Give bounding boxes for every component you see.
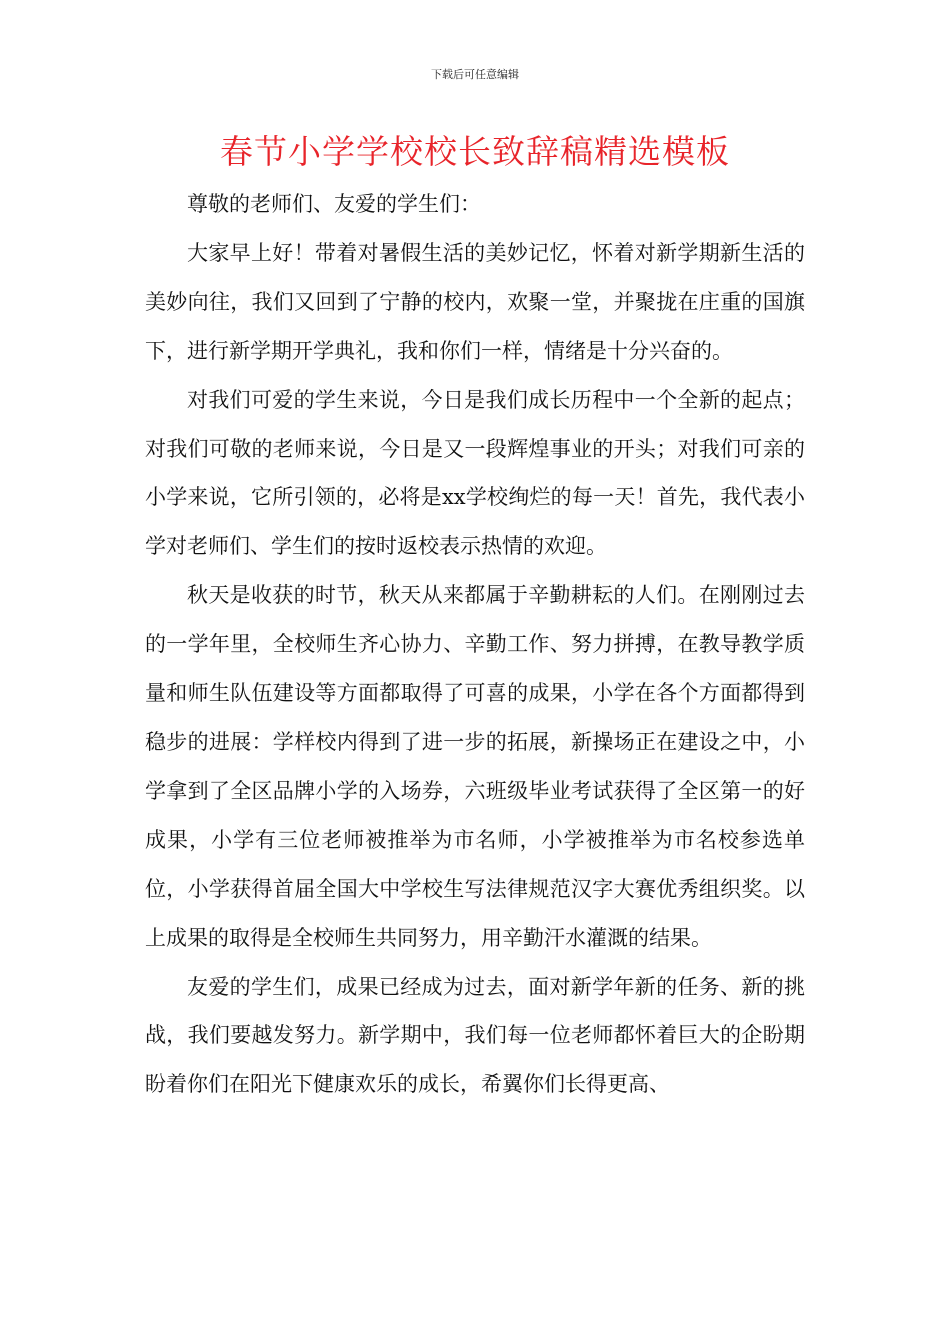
document-body [145, 180, 805, 1109]
salutation-paragraph: 尊敬的老师们、友爱的学生们： [187, 192, 481, 216]
body-paragraph: 友爱的学生们，成果已经成为过去，面对新学年新的任务、新的挑战，我们要越发努力。新学期中，我们每一位老师都怀着巨大的企盼期盼着你们在阳光下健康欢乐的成长，希翼你们长得更高、 [145, 974, 805, 1097]
body-paragraph: 大家早上好！带着对暑假生活的美妙记忆，怀着对新学期新生活的美妙向往，我们又回到了宁静的校内，欢聚一堂，并聚拢在庄重的国旗下，进行新学期开学典礼，我和你们一样，情绪是十分兴奋的。 [145, 240, 805, 363]
document-title: 春节小学学校校长致辞稿精选模板 [220, 132, 730, 171]
header-note: 下载后可任意编辑 [431, 68, 519, 81]
body-paragraph: 秋天是收获的时节，秋天从来都属于辛勤耕耘的人们。在刚刚过去的一学年里，全校师生齐心协力、辛勤工作、努力拼搏，在教导教学质量和师生队伍建设等方面都取得了可喜的成果，小学在各个方面都得到稳步的进展：学样校内得到了进一步的拓展，新操场正在建设之中，小学拿到了全区品牌小学的入场券，六班级毕业考试获得了全区第一的好成果，小学有三位老师被推举为市名师，小学被推举为市名校参选单位，小学获得首届全国大中学校生写法律规范汉字大赛优秀组织奖。以上成果的取得是全校师生共同努力，用辛勤汗水灌溉的结果。 [145, 583, 805, 950]
body-paragraph: 对我们可爱的学生来说，今日是我们成长历程中一个全新的起点；对我们可敬的老师来说，今日是又一段辉煌事业的开头；对我们可亲的小学来说，它所引领的，必将是xx学校绚烂的每一天！首先，我代表小学对老师们、学生们的按时返校表示热情的欢迎。 [145, 387, 805, 559]
